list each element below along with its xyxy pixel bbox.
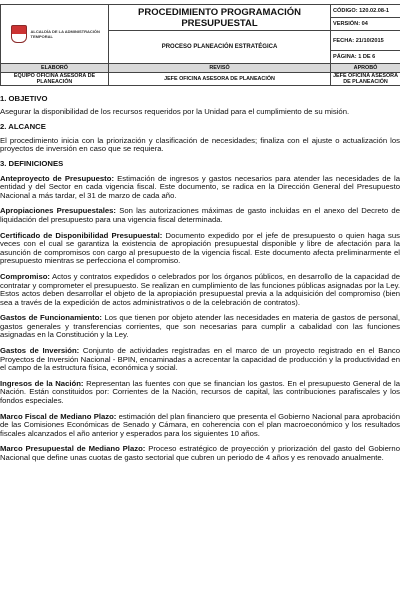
definition-term: Marco Fiscal de Mediano Plazo:: [0, 411, 117, 421]
definition-term: Marco Presupuestal de Mediano Plazo:: [0, 444, 146, 454]
document-title: PROCEDIMIENTO PROGRAMACIÓN PRESUPUESTAL: [109, 5, 331, 31]
definition-item: [0, 273, 400, 307]
definition-text: estimación del plan financiero que presenta el Gobierno Nacional para aprobación de las Comisiones Económicas de Senado y Cámara, en coherencia con el plan macroeconómico y los resultados fiscales alcanzados el año anterior y esperados para los siguientes 10 años.: [0, 411, 400, 438]
definition-text: Documento expedido por el jefe de presupuesto o quien haga sus veces con el cual se garantiza la existencia de apropiación presupuestal disponible y libre de afectación para la asunción de compromisos con cargo al presupuesto de la vigencia fiscal. Este documento afecta preliminarmente el presupuesto mientras se perfecciona el compromiso.: [0, 230, 400, 266]
definition-text: Conjunto de actividades registradas en el marco de un proyecto registrado en el Banco Proyectos de Inversión Nacional - BPIN, encaminadas a acrecentar la capacidad de producción y la productividad en el campo de la estructura física, económica y social.: [0, 346, 400, 373]
definition-term: Gastos de Inversión:: [0, 346, 80, 356]
aprobo-heading: APROBÓ: [331, 64, 400, 73]
section-objetivo-title: 1. OBJETIVO: [0, 94, 48, 103]
process-name: PROCESO PLANEACIÓN ESTRATÉGICA: [109, 31, 331, 64]
reviso-value: JEFE OFICINA ASESORA DE PLANEACIÓN: [109, 73, 331, 86]
definition-term: Apropiaciones Presupuestales:: [0, 206, 116, 216]
definition-text: Actos y contratos expedidos o celebrados por los órganos públicos, en desarrollo de la capacidad de contratar y comprometer el presupuesto. Se realizan en cumplimiento de las funciones públicas asignadas por la Ley. Estos actos deben desarrollar el objeto de la apropiación presupuestal previa a la adquisición del compromiso (bien sea a través de la expedición de actos administrativos o de la celebración de contratos).: [0, 271, 400, 307]
definition-item: [0, 207, 400, 224]
document-body: [0, 95, 400, 463]
entity-seal-icon: [11, 25, 27, 43]
elaboro-heading: ELABORÓ: [1, 64, 109, 73]
definition-term: Anteproyecto de Presupuesto:: [0, 173, 114, 183]
definition-term: Certificado de Disponibilidad Presupuestal:: [0, 230, 163, 240]
definition-text: Representan las fuentes con que se financian los gastos. En el presupuesto General de la Nación. Están constituidos por: Corrientes de la Nación, recursos de capital, las contribuciones parafiscales y los fondos especiales.: [0, 378, 400, 406]
section-alcance-title: 2. ALCANCE: [0, 122, 46, 132]
definition-term: Gastos de Funcionamiento:: [0, 313, 102, 323]
logo-cell: [1, 5, 109, 64]
definition-item: [0, 347, 400, 373]
definition-item: [0, 232, 400, 266]
definition-item: [0, 314, 400, 340]
definition-item: [0, 380, 400, 406]
document-header: [0, 4, 400, 86]
definition-text: Son las autorizaciones máximas de gasto incluidas en el anexo del Decreto de liquidación del presupuesto para una vigencia fiscal determinada.: [0, 206, 400, 224]
aprobo-value: JEFE OFICINA ASESORA DE PLANEACIÓN: [331, 73, 400, 86]
definition-term: Compromiso:: [0, 271, 50, 281]
entity-name: ALCALDÍA DE LA ADMINISTRACIÓN TEMPORAL: [30, 29, 100, 39]
definition-text: Estimación de ingresos y gastos necesarios para atender las necesidades de la entidad y del Sector en cada vigencia fiscal. Este documento, se radica en la Dirección General del Presupuesto Nacional a más tardar, el 31 de marzo de cada año.: [0, 173, 400, 200]
date-label: FECHA: 21/10/2015: [331, 31, 400, 51]
definition-text: Proceso estratégico de proyección y priorización del gasto del Gobierno Nacional que define unas cuotas de gasto sectorial que cubren un periodo de 4 años y es renovado anualmente.: [0, 444, 400, 462]
definition-item: [0, 445, 400, 462]
code-label: CÓDIGO: 120.02.08-1: [331, 5, 400, 18]
definition-item: [0, 413, 400, 439]
definition-text: Los que tienen por objeto atender las necesidades en materia de gastos de personal, gastos generales y transferencias corrientes, que son necesarias para cumplir a cabalidad con las funciones asignadas en la Constitución y la Ley.: [0, 313, 400, 340]
section-definiciones-title: 3. DEFINICIONES: [0, 158, 64, 168]
page-label: PÁGINA: 1 DE 6: [331, 51, 400, 64]
section-alcance-text: El procedimiento inicia con la priorización y clasificación de necesidades; finaliza con el ajuste o actualización los proyectos de inversión en caso que se requiera.: [0, 135, 400, 154]
definition-item: [0, 175, 400, 201]
definition-term: Ingresos de la Nación:: [0, 378, 84, 388]
elaboro-value: EQUIPO OFICINA ASESORA DE PLANEACIÓN: [1, 73, 109, 86]
reviso-heading: REVISÓ: [109, 64, 331, 73]
version-label: VERSIÓN: 04: [331, 18, 400, 31]
section-objetivo-text: Asegurar la disponibilidad de los recursos requeridos por la Unidad para el cumplimiento de su misión.: [0, 106, 350, 116]
